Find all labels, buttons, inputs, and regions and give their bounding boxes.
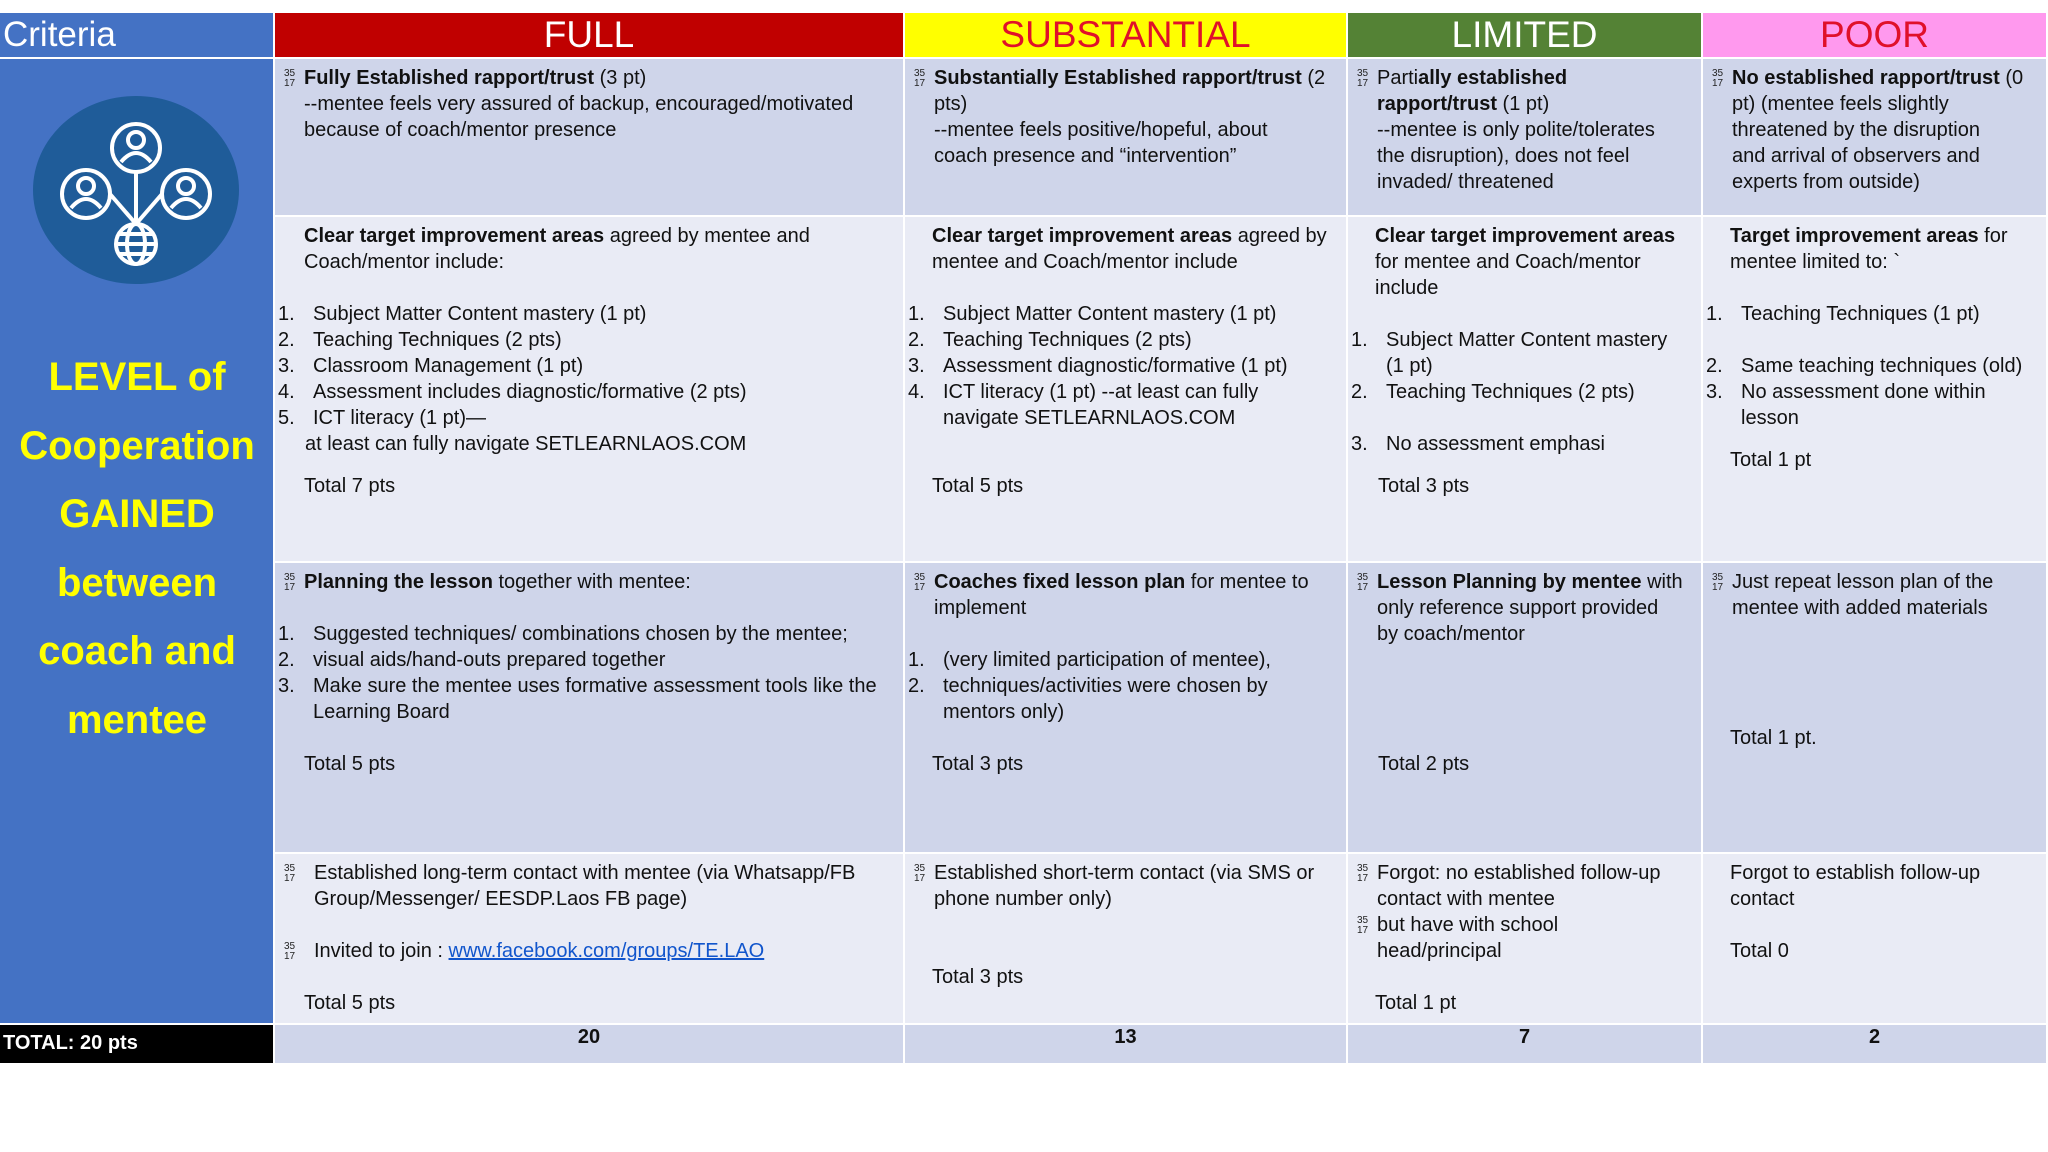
cell-text: phone number only) (934, 888, 1112, 911)
level-title (0, 343, 274, 754)
list-item (905, 301, 1340, 327)
list-text: lesson (1741, 406, 1799, 429)
cell-text: threatened by the disruption (1732, 119, 1980, 141)
cell-text: --mentee feels positive/hopeful, about (934, 119, 1268, 141)
list-item (905, 647, 1340, 673)
list-item (275, 621, 897, 647)
cell-bold: Target improvement areas (1730, 224, 1979, 247)
list-number: 2. (278, 649, 295, 672)
cell-text: contact (1730, 888, 1795, 911)
substantial-contact-cell (905, 854, 1348, 1025)
marker-icon: 35 17 (1711, 572, 1724, 594)
cell-text: Just repeat lesson plan of the (1732, 571, 1994, 594)
cell-bold: Coaches fixed lesson plan (934, 571, 1186, 594)
marker-icon: 35 17 (283, 863, 296, 885)
cell-text: include (1375, 276, 1439, 299)
cell-text: for (1978, 224, 2008, 247)
poor-contact-cell (1703, 854, 2048, 1025)
rubric-table (0, 13, 2048, 1065)
limited-total: 7 (1348, 1025, 1703, 1065)
list-number: 2. (1351, 380, 1368, 403)
cell-text: the disruption), does not feel (1377, 145, 1630, 167)
poor-rapport-cell (1703, 59, 2048, 217)
marker-icon: 35 17 (283, 941, 296, 963)
list-text: ICT literacy (1 pt)— (313, 406, 486, 429)
list-text: No assessment done within (1741, 380, 1986, 403)
cell-total: Total 5 pts (304, 753, 396, 776)
full-contact-cell (275, 854, 905, 1025)
list-text: mentors only) (943, 701, 1065, 724)
cell-text: Coach/mentor include: (304, 250, 505, 273)
marker-icon: 35 17 (913, 572, 926, 594)
follow-up-row (0, 854, 2048, 1025)
facebook-group-link[interactable]: www.facebook.com/groups/TE.LAO (448, 940, 765, 963)
list-text: Teaching Techniques (2 pts) (1386, 380, 1635, 403)
poor-targets-cell (1703, 217, 2048, 563)
full-rapport-cell (275, 59, 905, 217)
list-item (275, 405, 897, 431)
list-text: navigate SETLEARNLAOS.COM (943, 406, 1236, 429)
cell-text: pt) (mentee feels slightly (1732, 93, 1949, 115)
cell-text: coach presence and “intervention” (934, 145, 1237, 167)
list-text: No assessment emphasi (1386, 432, 1605, 455)
list-item (275, 673, 897, 699)
list-number: 1. (908, 649, 925, 672)
list-item (1348, 431, 1695, 457)
cell-text: pts) (934, 93, 968, 115)
list-item (905, 327, 1340, 353)
marker-icon: 35 17 (283, 68, 296, 89)
marker-icon: 35 17 (1356, 68, 1369, 89)
cell-total: Total 3 pts (1378, 474, 1470, 497)
list-item (275, 379, 897, 405)
cell-total: Total 1 pt (1375, 992, 1457, 1015)
list-item (1703, 301, 2040, 327)
cell-text: Group/Messenger/ EESDP.Laos FB page) (314, 888, 688, 911)
totals-row (0, 1025, 2048, 1065)
list-number: 3. (1706, 380, 1723, 403)
cell-text: invaded/ threatened (1377, 171, 1554, 193)
list-item (275, 353, 897, 379)
cell-text: for mentee and Coach/mentor (1375, 250, 1641, 273)
full-planning-cell (275, 563, 905, 854)
level-line: Cooperation (19, 423, 255, 468)
cell-bold: Substantially Established rapport/trust (934, 67, 1302, 89)
cell-text: Forgot to establish follow-up (1730, 862, 1981, 885)
limited-header: LIMITED (1348, 13, 1703, 59)
lesson-planning-row (0, 563, 2048, 854)
cell-bold: No established rapport/trust (1732, 67, 2000, 89)
cell-text: only reference support provided (1377, 597, 1659, 620)
cell-text: (0 (1999, 67, 2024, 89)
list-item (905, 379, 1340, 405)
poor-header: POOR (1703, 13, 2048, 59)
list-item (1348, 327, 1695, 353)
cell-text: agreed by (1232, 224, 1327, 247)
list-item (275, 301, 897, 327)
list-number: 1. (908, 302, 925, 325)
list-number: 2. (908, 675, 925, 698)
level-line: coach and (38, 629, 236, 673)
marker-icon: 35 17 (913, 863, 926, 885)
cell-bold: Lesson Planning by mentee (1377, 571, 1642, 594)
list-number: 3. (1351, 432, 1368, 455)
cell-bold: rapport/trust (1377, 93, 1497, 115)
list-text: Assessment includes diagnostic/formative (2 pts) (313, 380, 747, 403)
cell-bold: Clear target improvement areas (304, 224, 605, 247)
cell-text: at least can fully navigate SETLEARNLAOS.COM (305, 432, 747, 455)
full-header: FULL (275, 13, 905, 59)
full-total: 20 (275, 1025, 905, 1065)
cell-bold: Fully Established rapport/trust (304, 67, 595, 89)
level-line: LEVEL of (48, 355, 226, 399)
total-label: TOTAL: 20 pts (0, 1025, 275, 1065)
cell-text: --mentee feels very assured of backup, encouraged/motivated (304, 93, 854, 115)
criteria-header: Criteria (0, 13, 275, 59)
marker-icon: 35 17 (283, 572, 296, 594)
cell-text: contact with mentee (1377, 888, 1555, 911)
list-text: Classroom Management (1 pt) (313, 354, 584, 377)
cell-text: mentee and Coach/mentor include (932, 250, 1238, 273)
cell-total: Total 5 pts (932, 474, 1024, 497)
cell-text: because of coach/mentor presence (304, 119, 617, 141)
list-number: 3. (278, 675, 295, 698)
level-line: between (56, 560, 218, 605)
list-number: 3. (278, 354, 295, 377)
substantial-targets-cell (905, 217, 1348, 563)
list-text: Make sure the mentee uses formative assessment tools like the (313, 675, 877, 698)
list-number: 1. (1706, 302, 1723, 325)
people-network-icon (33, 96, 239, 284)
cell-text: (2 (1301, 67, 1326, 89)
cell-total: Total 7 pts (304, 474, 396, 497)
list-number: 4. (278, 380, 295, 403)
cell-text: Invited to join : (314, 940, 449, 963)
cell-total: Total 1 pt (1730, 448, 1812, 471)
list-item (1703, 379, 2040, 405)
limited-rapport-cell (1348, 59, 1703, 217)
list-text: Subject Matter Content mastery (1 pt) (943, 302, 1277, 325)
list-number: 1. (1351, 328, 1368, 351)
level-line: GAINED (59, 492, 215, 536)
poor-total: 2 (1703, 1025, 2048, 1065)
cell-total: Total 3 pts (932, 753, 1024, 776)
full-targets-cell (275, 217, 905, 563)
list-text: Assessment diagnostic/formative (1 pt) (943, 354, 1288, 377)
cell-text: with (1641, 571, 1683, 594)
list-item (275, 647, 897, 673)
list-text: Subject Matter Content mastery (1 pt) (313, 302, 647, 325)
cell-text: and arrival of observers and (1732, 145, 1980, 167)
cell-text: mentee with added materials (1732, 597, 1988, 620)
list-number: 5. (278, 406, 295, 429)
list-number: 3. (908, 354, 925, 377)
list-number: 2. (1706, 354, 1723, 377)
marker-icon: 35 17 (1356, 863, 1369, 885)
cell-text: Parti (1377, 67, 1419, 89)
cell-bold: ally established (1418, 67, 1568, 89)
header-row (0, 13, 2048, 59)
limited-targets-cell (1348, 217, 1703, 563)
criteria-sidebar (0, 59, 275, 1025)
cell-total: Total 2 pts (1378, 753, 1470, 776)
list-text: (very limited participation of mentee), (943, 649, 1271, 672)
list-text: (1 pt) (1386, 354, 1433, 377)
marker-icon: 35 17 (1711, 68, 1724, 89)
list-text: Teaching Techniques (2 pts) (943, 328, 1192, 351)
list-text: Teaching Techniques (2 pts) (313, 328, 562, 351)
cell-text: Forgot: no established follow-up (1377, 862, 1661, 885)
list-text: Learning Board (313, 701, 450, 724)
cell-text: implement (934, 597, 1027, 620)
target-areas-row (0, 217, 2048, 563)
cell-text: by coach/mentor (1377, 623, 1525, 646)
cell-bold: Clear target improvement areas (1375, 224, 1676, 247)
cell-text: experts from outside) (1732, 171, 1920, 193)
substantial-planning-cell (905, 563, 1348, 854)
list-text: Same teaching techniques (old) (1741, 354, 2023, 377)
cell-total: Total 1 pt. (1730, 727, 1817, 750)
cell-text: agreed by mentee and (604, 224, 810, 247)
cell-text: head/principal (1377, 940, 1502, 963)
limited-planning-cell (1348, 563, 1703, 854)
substantial-header: SUBSTANTIAL (905, 13, 1348, 59)
marker-icon: 35 17 (1356, 915, 1369, 937)
list-text: techniques/activities were chosen by (943, 675, 1268, 698)
list-number: 1. (278, 302, 295, 325)
cell-text: together with mentee: (492, 571, 691, 594)
list-text: Suggested techniques/ combinations chosen by the mentee; (313, 623, 848, 646)
cell-text: mentee limited to: ` (1730, 250, 1901, 273)
marker-icon: 35 17 (1356, 572, 1369, 594)
list-text: ICT literacy (1 pt) --at least can fully (943, 380, 1259, 403)
cell-total: Total 3 pts (932, 966, 1024, 989)
cell-total: Total 0 (1730, 940, 1789, 963)
list-text: visual aids/hand-outs prepared together (313, 649, 666, 672)
level-line: mentee (66, 697, 208, 742)
cell-text: Established short-term contact (via SMS or (934, 862, 1315, 885)
cell-bold: Planning the lesson (304, 571, 493, 594)
cell-text: but have with school (1377, 914, 1559, 937)
list-item (905, 673, 1340, 699)
list-text: Teaching Techniques (1 pt) (1741, 302, 1980, 325)
substantial-total: 13 (905, 1025, 1348, 1065)
rapport-row (0, 59, 2048, 217)
list-item (275, 327, 897, 353)
cell-text: (1 pt) (1497, 93, 1550, 115)
poor-planning-cell (1703, 563, 2048, 854)
cell-bold: Clear target improvement areas (932, 224, 1233, 247)
substantial-rapport-cell (905, 59, 1348, 217)
list-text: Subject Matter Content mastery (1386, 328, 1668, 351)
cell-text: Established long-term contact with mentee (via Whatsapp/FB (314, 862, 856, 885)
cell-total: Total 5 pts (304, 992, 396, 1015)
list-item (1348, 379, 1695, 405)
list-item (905, 353, 1340, 379)
cell-text: (3 pt) (594, 67, 647, 89)
marker-icon: 35 17 (913, 68, 926, 89)
list-number: 4. (908, 380, 925, 403)
cell-text: --mentee is only polite/tolerates (1377, 119, 1655, 141)
list-number: 2. (278, 328, 295, 351)
list-item (1703, 353, 2040, 379)
cell-text: for mentee to (1185, 571, 1309, 594)
list-number: 1. (278, 623, 295, 646)
list-number: 2. (908, 328, 925, 351)
limited-contact-cell (1348, 854, 1703, 1025)
